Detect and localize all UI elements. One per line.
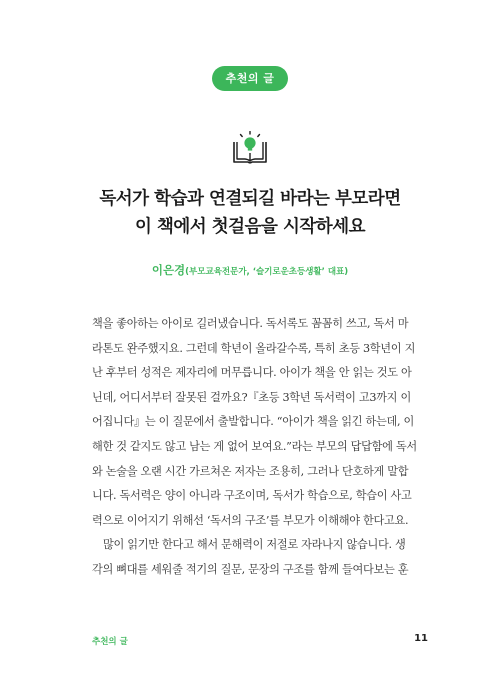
body-line: 닌데, 어디서부터 잘못된 걸까요?『초등 3학년 독서력이 고3까지 이 [92, 390, 411, 404]
headline-line-2: 이 책에서 첫걸음을 시작하세요 [134, 217, 366, 237]
page-number: 11 [414, 633, 428, 644]
body-line: 해한 것 같지도 않고 남는 게 없어 보여요.”라는 부모의 답답함에 독서 [92, 439, 417, 453]
body-text [92, 312, 429, 583]
byline [0, 262, 500, 278]
body-line: 어집니다』는 이 질문에서 출발합니다. “아이가 책을 읽긴 하는데, 이 [92, 415, 415, 429]
author-name: 이은경 [151, 263, 186, 277]
body-line: 력으로 이어지기 위해선 ‘독서의 구조’를 부모가 이해해야 한다고요. [92, 513, 409, 527]
body-line: 와 논술을 오랜 시간 가르쳐온 저자는 조용히, 그러나 단호하게 말합 [92, 464, 409, 478]
body-line: 니다. 독서력은 양이 아니라 구조이며, 독서가 학습으로, 학습이 사고 [92, 489, 412, 503]
body-line: 많이 읽기만 한다고 해서 문해력이 저절로 자라나지 않습니다. 생 [103, 538, 406, 552]
body-line: 각의 뼈대를 세워줄 적기의 질문, 문장의 구조를 함께 들여다보는 훈 [92, 562, 409, 576]
body-line: 책을 좋아하는 아이로 길러냈습니다. 독서록도 꼼꼼히 쓰고, 독서 마 [92, 317, 409, 330]
book-lightbulb-icon [232, 131, 268, 165]
headline-line-1: 독서가 학습과 연결되길 바라는 부모라면 [99, 189, 401, 209]
footer-section-label: 추천의 글 [92, 637, 128, 647]
author-affiliation: (부모교육전문가, ‘슬기로운초등생활’ 대표) [185, 267, 349, 277]
section-badge: 추천의 글 [212, 66, 288, 91]
body-line: 난 후부터 성적은 제자리에 머무릅니다. 아이가 책을 안 읽는 것도 아 [92, 366, 412, 380]
body-line: 라톤도 완주했지요. 그런데 학년이 올라갈수록, 특히 초등 3학년이 지 [92, 341, 416, 355]
headline [0, 185, 500, 241]
